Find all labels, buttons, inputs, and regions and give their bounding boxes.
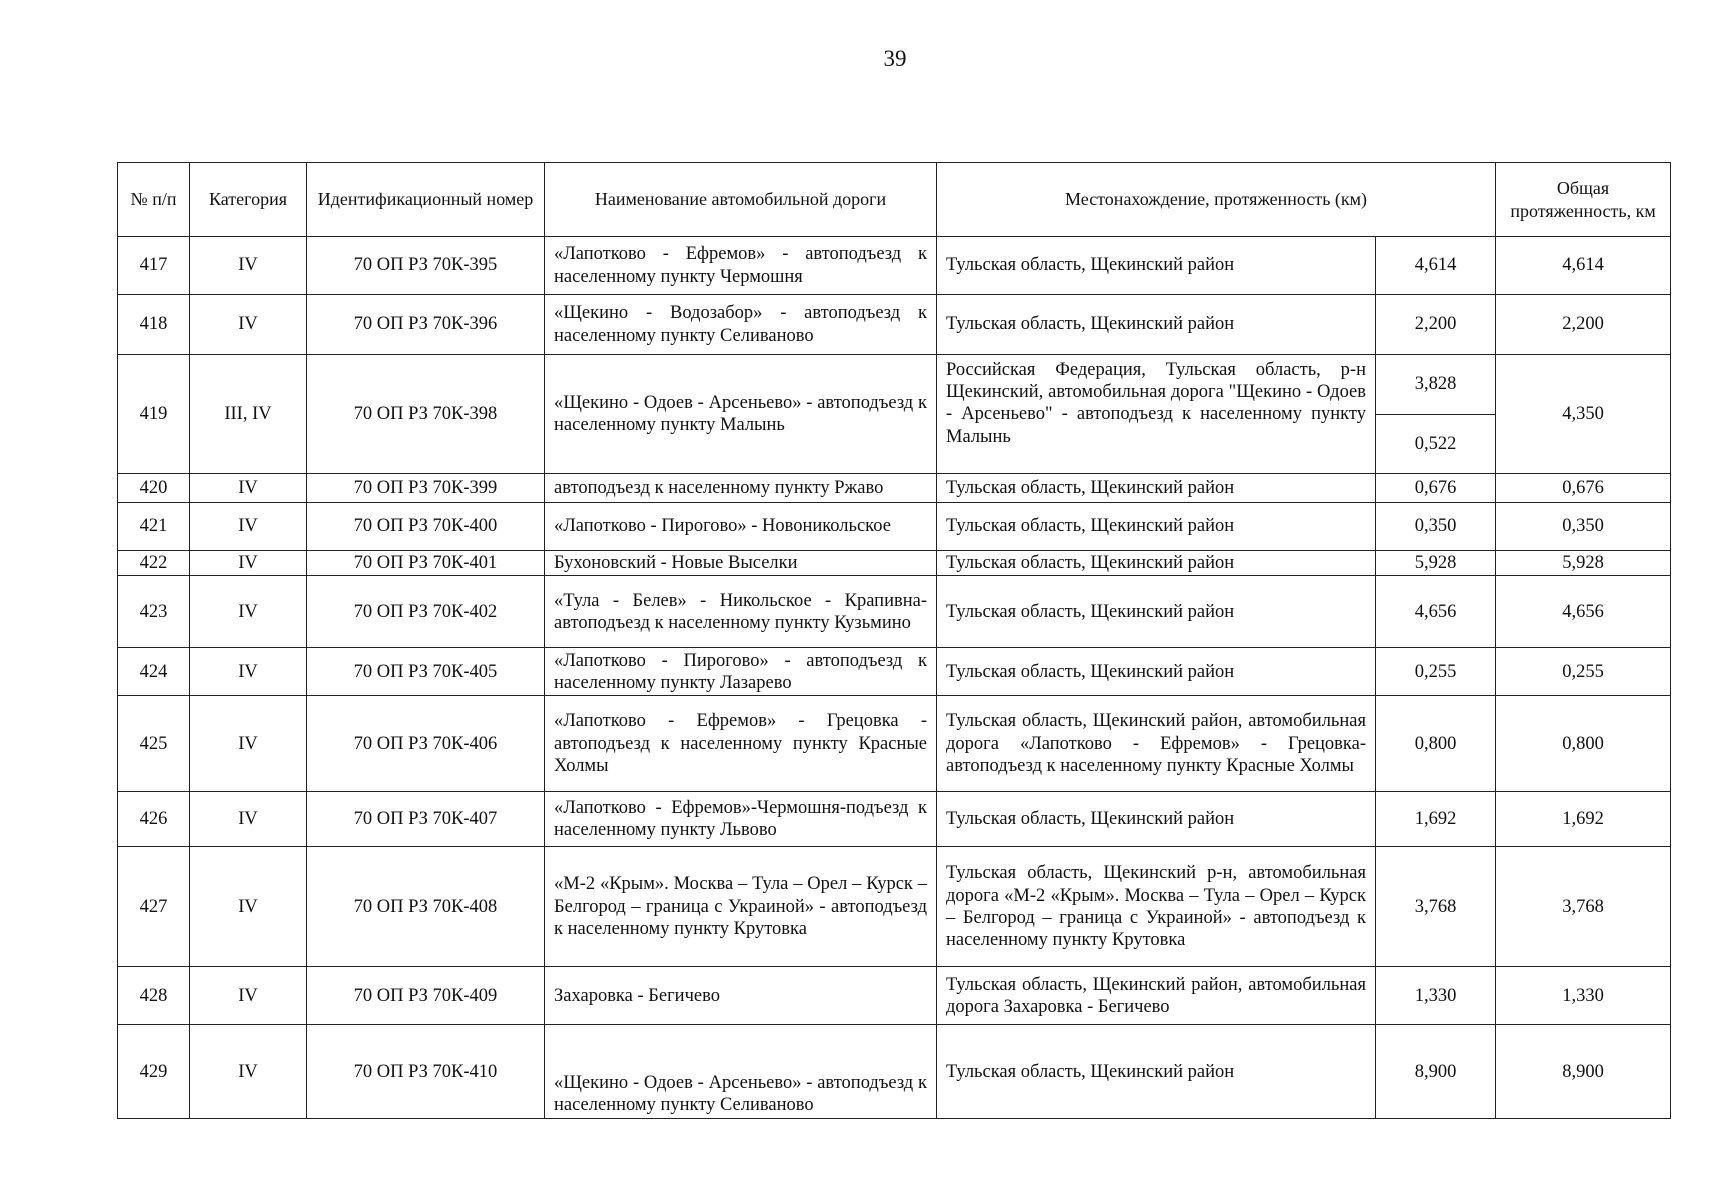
row-location: Тульская область, Щекинский район xyxy=(937,1025,1376,1119)
row-num: 426 xyxy=(118,792,190,847)
row-num: 419 xyxy=(118,355,190,474)
table-row xyxy=(118,355,1671,415)
table-row xyxy=(118,847,1671,967)
row-category: IV xyxy=(190,503,307,551)
row-name: «М-2 «Крым». Москва – Тула – Орел – Курск – Белгород – граница с Украиной» - автоподъезд к населенному пункту Крутовка xyxy=(545,847,937,967)
row-name: «Лапотково - Ефремов» - автоподъезд к населенному пункту Чермошня xyxy=(545,237,937,295)
roads-table xyxy=(117,162,1671,1119)
table-row xyxy=(118,551,1671,576)
table-row xyxy=(118,967,1671,1025)
row-category: IV xyxy=(190,648,307,696)
row-id: 70 ОП РЗ 70К-405 xyxy=(307,648,545,696)
row-length: 0,676 xyxy=(1376,474,1496,503)
row-length: 8,900 xyxy=(1376,1025,1496,1119)
row-total: 5,928 xyxy=(1496,551,1671,576)
table-row xyxy=(118,1025,1671,1119)
row-total: 8,900 xyxy=(1496,1025,1671,1119)
row-location: Тульская область, Щекинский район xyxy=(937,474,1376,503)
row-total: 1,692 xyxy=(1496,792,1671,847)
row-location: Тульская область, Щекинский район xyxy=(937,237,1376,295)
row-location: Тульская область, Щекинский район, автомобильная дорога Захаровка - Бегичево xyxy=(937,967,1376,1025)
table-row xyxy=(118,648,1671,696)
row-id: 70 ОП РЗ 70К-410 xyxy=(307,1025,545,1119)
row-total: 4,350 xyxy=(1496,355,1671,474)
row-length-2: 0,522 xyxy=(1376,415,1496,474)
row-total: 1,330 xyxy=(1496,967,1671,1025)
row-name: «Лапотково - Ефремов»-Чермошня-подъезд к населенному пункту Львово xyxy=(545,792,937,847)
row-id: 70 ОП РЗ 70К-395 xyxy=(307,237,545,295)
header-id: Идентификационный номер xyxy=(307,163,545,237)
row-location: Тульская область, Щекинский район xyxy=(937,576,1376,648)
table-row xyxy=(118,503,1671,551)
row-name: «Лапотково - Пирогово» - автоподъезд к населенному пункту Лазарево xyxy=(545,648,937,696)
row-num: 428 xyxy=(118,967,190,1025)
row-category: IV xyxy=(190,847,307,967)
table-row xyxy=(118,576,1671,648)
row-name: «Тула - Белев» - Никольское - Крапивна-автоподъезд к населенному пункту Кузьмино xyxy=(545,576,937,648)
row-name: автоподъезд к населенному пункту Ржаво xyxy=(545,474,937,503)
row-id: 70 ОП РЗ 70К-401 xyxy=(307,551,545,576)
row-name: «Лапотково - Пирогово» - Новоникольское xyxy=(545,503,937,551)
table-row xyxy=(118,295,1671,355)
row-num: 423 xyxy=(118,576,190,648)
row-id: 70 ОП РЗ 70К-396 xyxy=(307,295,545,355)
row-num: 425 xyxy=(118,696,190,792)
row-length: 1,330 xyxy=(1376,967,1496,1025)
row-num: 421 xyxy=(118,503,190,551)
row-name: «Щекино - Одоев - Арсеньево» - автоподъезд к населенному пункту Селиваново xyxy=(545,1025,937,1119)
table-row xyxy=(118,792,1671,847)
row-name: «Щекино - Одоев - Арсеньево» - автоподъезд к населенному пункту Малынь xyxy=(545,355,937,474)
row-total: 0,676 xyxy=(1496,474,1671,503)
row-num: 429 xyxy=(118,1025,190,1119)
row-num: 422 xyxy=(118,551,190,576)
row-id: 70 ОП РЗ 70К-399 xyxy=(307,474,545,503)
table-row xyxy=(118,474,1671,503)
row-category: IV xyxy=(190,551,307,576)
table-header-row xyxy=(118,163,1671,237)
row-total: 0,255 xyxy=(1496,648,1671,696)
page-number: 39 xyxy=(883,46,907,71)
row-id: 70 ОП РЗ 70К-409 xyxy=(307,967,545,1025)
row-name: «Лапотково - Ефремов» - Грецовка - автоподъезд к населенному пункту Красные Холмы xyxy=(545,696,937,792)
row-num: 417 xyxy=(118,237,190,295)
row-category: IV xyxy=(190,237,307,295)
row-length: 0,350 xyxy=(1376,503,1496,551)
row-length: 3,828 xyxy=(1376,355,1496,415)
row-length: 4,656 xyxy=(1376,576,1496,648)
header-name: Наименование автомобильной дороги xyxy=(545,163,937,237)
header-total: Общая протяженность, км xyxy=(1496,163,1671,237)
row-total: 3,768 xyxy=(1496,847,1671,967)
row-length: 3,768 xyxy=(1376,847,1496,967)
row-category: IV xyxy=(190,1025,307,1119)
row-name: «Щекино - Водозабор» - автоподъезд к населенному пункту Селиваново xyxy=(545,295,937,355)
row-location: Тульская область, Щекинский район xyxy=(937,503,1376,551)
row-name: Захаровка - Бегичево xyxy=(545,967,937,1025)
row-category: IV xyxy=(190,474,307,503)
table-row xyxy=(118,237,1671,295)
row-length: 2,200 xyxy=(1376,295,1496,355)
row-total: 4,656 xyxy=(1496,576,1671,648)
header-location: Местонахождение, протяженность (км) xyxy=(937,163,1496,237)
row-id: 70 ОП РЗ 70К-406 xyxy=(307,696,545,792)
row-location: Тульская область, Щекинский район xyxy=(937,648,1376,696)
row-id: 70 ОП РЗ 70К-408 xyxy=(307,847,545,967)
table-row xyxy=(118,696,1671,792)
row-num: 418 xyxy=(118,295,190,355)
row-total: 0,800 xyxy=(1496,696,1671,792)
row-category: IV xyxy=(190,967,307,1025)
row-category: IV xyxy=(190,696,307,792)
row-location: Тульская область, Щекинский район xyxy=(937,792,1376,847)
row-location: Тульская область, Щекинский р-н, автомобильная дорога «М-2 «Крым». Москва – Тула – Орел – Курск – Белгород – граница с Украиной» - автоподъезд к населенному пункту Крутовка xyxy=(937,847,1376,967)
header-num: № п/п xyxy=(118,163,190,237)
row-id: 70 ОП РЗ 70К-402 xyxy=(307,576,545,648)
row-length: 5,928 xyxy=(1376,551,1496,576)
row-category: IV xyxy=(190,576,307,648)
row-name: Бухоновский - Новые Выселки xyxy=(545,551,937,576)
row-location: Тульская область, Щекинский район xyxy=(937,551,1376,576)
row-num: 424 xyxy=(118,648,190,696)
header-category: Категория xyxy=(190,163,307,237)
row-length: 1,692 xyxy=(1376,792,1496,847)
row-id: 70 ОП РЗ 70К-407 xyxy=(307,792,545,847)
row-category: III, IV xyxy=(190,355,307,474)
row-length: 4,614 xyxy=(1376,237,1496,295)
row-location: Тульская область, Щекинский район xyxy=(937,295,1376,355)
row-total: 4,614 xyxy=(1496,237,1671,295)
row-location: Тульская область, Щекинский район, автомобильная дорога «Лапотково - Ефремов» - Грецовка-автоподъезд к населенному пункту Красные Холмы xyxy=(937,696,1376,792)
row-category: IV xyxy=(190,295,307,355)
row-total: 0,350 xyxy=(1496,503,1671,551)
row-location: Российская Федерация, Тульская область, р-н Щекинский, автомобильная дорога "Щекино - Одоев - Арсеньево" - автоподъезд к населенному пункту Малынь xyxy=(937,355,1376,474)
row-id: 70 ОП РЗ 70К-398 xyxy=(307,355,545,474)
row-num: 427 xyxy=(118,847,190,967)
row-length: 0,255 xyxy=(1376,648,1496,696)
row-total: 2,200 xyxy=(1496,295,1671,355)
row-category: IV xyxy=(190,792,307,847)
row-length: 0,800 xyxy=(1376,696,1496,792)
row-id: 70 ОП РЗ 70К-400 xyxy=(307,503,545,551)
row-num: 420 xyxy=(118,474,190,503)
